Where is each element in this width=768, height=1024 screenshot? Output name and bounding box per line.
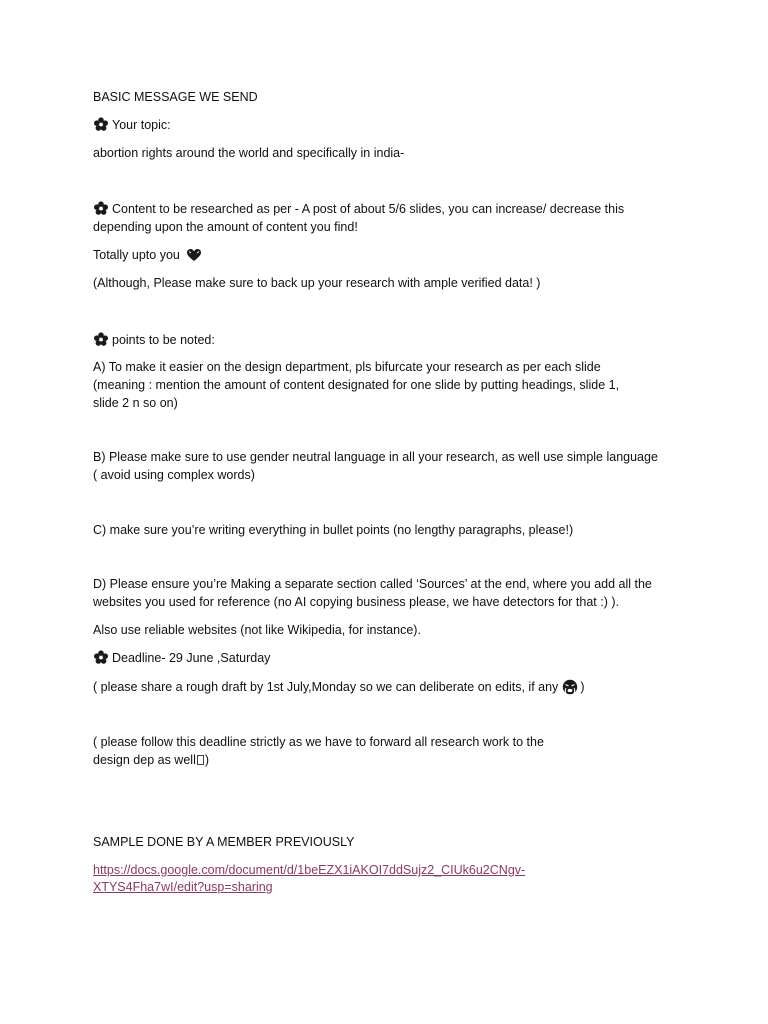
follow-text-2: design dep as well [93,753,196,767]
flower-icon [93,650,109,664]
totally-upto-line [93,247,202,265]
sample-label: SAMPLE DONE BY A MEMBER PREVIOUSLY [93,835,355,849]
point-a-line-1: A) To make it easier on the design department, pls bifurcate your research as per each slide [93,360,601,374]
flower-icon [93,117,109,131]
flower-icon [93,201,109,215]
point-b-line-2: ( avoid using complex words) [93,468,255,482]
content-line-2: depending upon the amount of content you find! [93,220,358,234]
sample-link-line-2[interactable]: XTYS4Fha7wI/edit?usp=sharing [93,880,273,894]
point-a-line-2: (meaning : mention the amount of content designated for one slide by putting headings, slide 1, [93,378,620,392]
point-d-line-2: websites you used for reference (no AI copying business please, we have detectors for that :) ). [93,595,619,609]
document-title: BASIC MESSAGE WE SEND [93,90,258,104]
flower-icon [93,332,109,346]
topic-label: Your topic: [112,118,171,132]
content-text-1: Content to be researched as per - A post of about 5/6 slides, you can increase/ decrease this [112,202,625,216]
totally-upto-text: Totally upto you [93,248,180,262]
heart-icon [186,248,202,262]
points-label-line [93,332,215,350]
reliable-websites: Also use reliable websites (not like Wikipedia, for instance). [93,623,421,637]
follow-close: ) [204,753,210,767]
point-c: C) make sure you’re writing everything in bullet points (no lengthy paragraphs, please!) [93,523,574,537]
point-a-line-3: slide 2 n so on) [93,396,178,410]
sample-link-line-1[interactable]: https://docs.google.com/document/d/1beEZX1iAKOI7ddSujz2_CIUk6u2CNgv- [93,863,526,877]
missing-glyph-icon [197,755,204,765]
follow-line-1: ( please follow this deadline strictly as we have to forward all research work to the [93,735,544,749]
although-text: (Although, Please make sure to back up your research with ample verified data! ) [93,276,541,290]
rough-draft-close: ) [580,680,585,694]
follow-line-2 [93,752,209,770]
point-b-line-1: B) Please make sure to use gender neutral language in all your research, as well use simple language [93,450,658,464]
rough-draft-line [93,679,584,697]
topic-label-line [93,117,171,135]
deadline-line [93,650,270,668]
topic-text: abortion rights around the world and specifically in india- [93,146,405,160]
point-d-line-1: D) Please ensure you’re Making a separate section called ‘Sources’ at the end, where you add all the [93,577,652,591]
crying-face-icon [561,679,579,695]
content-line-1 [93,201,624,219]
deadline-text: Deadline- 29 June ,Saturday [112,651,271,665]
rough-draft-text: ( please share a rough draft by 1st July,Monday so we can deliberate on edits, if any [93,680,559,694]
points-label: points to be noted: [112,333,215,347]
